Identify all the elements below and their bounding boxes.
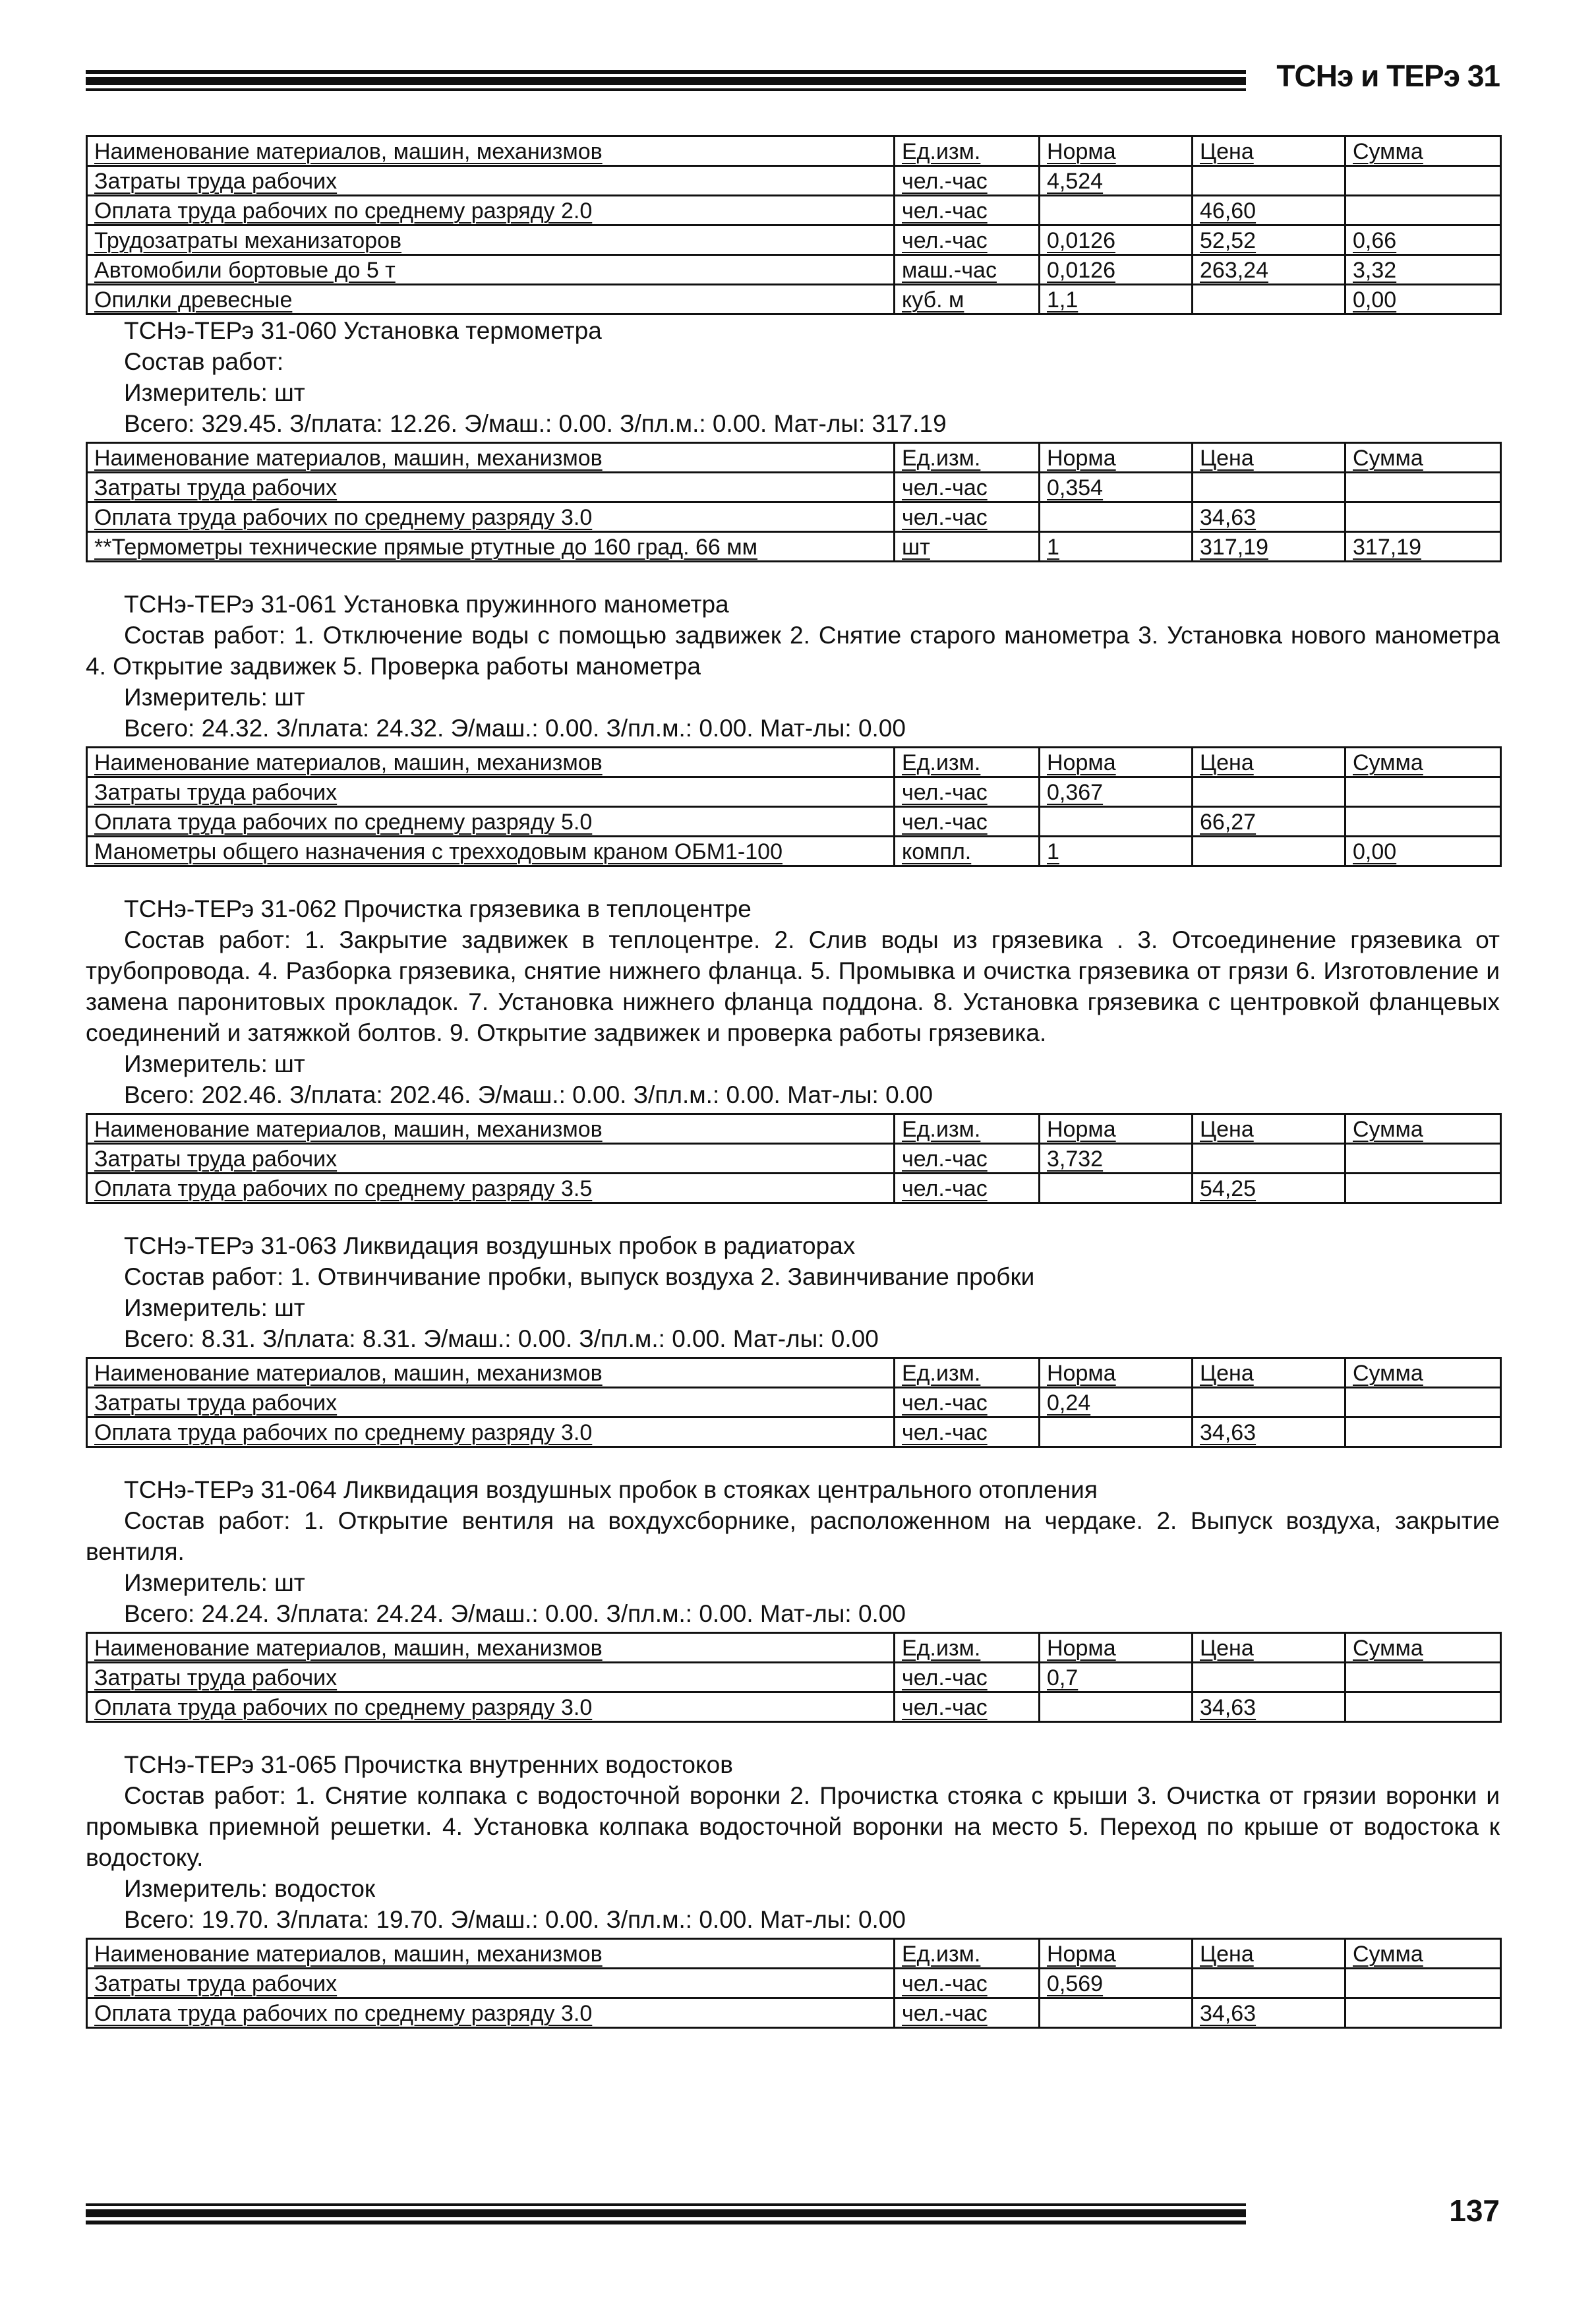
table-cell: чел.-час	[895, 1174, 1040, 1203]
table-cell	[1345, 777, 1501, 807]
table-row	[87, 473, 1501, 502]
table-cell	[1345, 1417, 1501, 1447]
table-cell: чел.-час	[895, 1998, 1040, 2028]
table-cell: 46,60	[1193, 196, 1345, 225]
table-cell: 0,0126	[1040, 225, 1193, 255]
table-cell: 1	[1040, 837, 1193, 866]
table-cell: 34,63	[1193, 502, 1345, 532]
table-cell: Оплата труда рабочих по среднему разряду 2.0	[87, 196, 895, 225]
table-cell: маш.-час	[895, 255, 1040, 285]
table-row	[87, 255, 1501, 285]
table-cell: 317,19	[1345, 532, 1501, 562]
rate-entry	[86, 893, 1500, 1204]
table-cell: чел.-час	[895, 1388, 1040, 1417]
column-header: Цена	[1193, 136, 1345, 166]
table-cell: Затраты труда рабочих	[87, 1144, 895, 1174]
table-cell: 317,19	[1193, 532, 1345, 562]
table-header-row	[87, 748, 1501, 777]
table-cell: 0,00	[1345, 837, 1501, 866]
column-header: Ед.изм.	[895, 1114, 1040, 1144]
table-row	[87, 1388, 1501, 1417]
table-cell: Опилки древесные	[87, 285, 895, 314]
table-row	[87, 502, 1501, 532]
column-header: Цена	[1193, 1114, 1345, 1144]
table-cell: 54,25	[1193, 1174, 1345, 1203]
table-cell: чел.-час	[895, 473, 1040, 502]
totals-line: Всего: 19.70. З/плата: 19.70. Э/маш.: 0.00. З/пл.м.: 0.00. Мат-лы: 0.00	[124, 1906, 906, 1933]
table-cell: 0,66	[1345, 225, 1501, 255]
entry-title: ТСНэ-ТЕРэ 31-065 Прочистка внутренних водостоков	[124, 1751, 733, 1778]
entry-title: ТСНэ-ТЕРэ 31-064 Ликвидация воздушных пробок в стояках центрального отопления	[124, 1476, 1098, 1503]
table-cell	[1040, 1174, 1193, 1203]
column-header: Цена	[1193, 748, 1345, 777]
table-cell: Затраты труда рабочих	[87, 1969, 895, 1998]
table-cell: Оплата труда рабочих по среднему разряду 3.0	[87, 1417, 895, 1447]
table-row	[87, 837, 1501, 866]
table-cell: Затраты труда рабочих	[87, 777, 895, 807]
table-cell: 0,367	[1040, 777, 1193, 807]
column-header: Норма	[1040, 1633, 1193, 1663]
table-cell: чел.-час	[895, 1969, 1040, 1998]
column-header: Ед.изм.	[895, 748, 1040, 777]
column-header: Сумма	[1345, 1633, 1501, 1663]
table-cell: шт	[895, 532, 1040, 562]
table-cell	[1040, 807, 1193, 837]
table-cell: 0,354	[1040, 473, 1193, 502]
table-row	[87, 166, 1501, 196]
rate-entry	[86, 589, 1500, 867]
work-composition: Состав работ: 1. Снятие колпака с водосточной воронки 2. Прочистка стояка с крыши 3. Очистка от грязии воронки и промывка приемной решетки. 4. Установка колпака водосточной воронки на место 5. Переход по крыше от водостока к водостоку.	[86, 1782, 1500, 1871]
measurement-unit: Измеритель: шт	[124, 1294, 305, 1321]
running-title: ТСНэ и ТЕРэ 31	[1276, 59, 1500, 93]
table-cell: чел.-час	[895, 1692, 1040, 1722]
table-cell	[1345, 1663, 1501, 1692]
table-cell	[1345, 1692, 1501, 1722]
table-row	[87, 1663, 1501, 1692]
table-cell	[1193, 1144, 1345, 1174]
table-cell	[1345, 502, 1501, 532]
table-header-row	[87, 443, 1501, 473]
table-cell	[1345, 1998, 1501, 2028]
column-header: Сумма	[1345, 1114, 1501, 1144]
column-header: Наименование материалов, машин, механизмов	[87, 748, 895, 777]
table-cell: чел.-час	[895, 777, 1040, 807]
table-header-row	[87, 1358, 1501, 1388]
table-cell	[1193, 473, 1345, 502]
table-cell: 34,63	[1193, 1417, 1345, 1447]
table-cell: 34,63	[1193, 1998, 1345, 2028]
table-row	[87, 807, 1501, 837]
table-cell	[1040, 1417, 1193, 1447]
column-header: Наименование материалов, машин, механизмов	[87, 1939, 895, 1969]
table-cell	[1345, 807, 1501, 837]
table-cell	[1193, 1388, 1345, 1417]
column-header: Сумма	[1345, 443, 1501, 473]
column-header: Цена	[1193, 443, 1345, 473]
resource-table	[86, 1357, 1502, 1448]
page-footer	[86, 2194, 1500, 2234]
footer-rule	[86, 2203, 1246, 2224]
resource-table	[86, 1938, 1502, 2029]
column-header: Наименование материалов, машин, механизмов	[87, 443, 895, 473]
page-header	[86, 58, 1500, 98]
table-cell: Оплата труда рабочих по среднему разряду 3.0	[87, 1692, 895, 1722]
table-cell: Автомобили бортовые до 5 т	[87, 255, 895, 285]
table-cell: 0,24	[1040, 1388, 1193, 1417]
totals-line: Всего: 24.24. З/плата: 24.24. Э/маш.: 0.00. З/пл.м.: 0.00. Мат-лы: 0.00	[124, 1600, 906, 1627]
header-rule	[86, 70, 1246, 91]
table-cell: куб. м	[895, 285, 1040, 314]
table-cell	[1345, 1969, 1501, 1998]
work-composition: Состав работ: 1. Закрытие задвижек в теплоцентре. 2. Слив воды из грязевика . 3. Отсоединение грязевика от трубопровода. 4. Разборка грязевика, снятие нижнего фланца. 5. Промывка и очистка грязевика от грязи 6. Изготовление и замена паронитовых прокладок. 7. Установка нижнего фланца поддона. 8. Установка грязевика с центровкой фланцевых соединений и затяжкой болтов. 9. Открытие задвижек и проверка работы грязевика.	[86, 926, 1500, 1046]
column-header: Цена	[1193, 1358, 1345, 1388]
entry-title: ТСНэ-ТЕРэ 31-062 Прочистка грязевика в теплоцентре	[124, 895, 752, 922]
table-cell: Затраты труда рабочих	[87, 166, 895, 196]
rate-entry	[86, 315, 1500, 562]
table-cell: Затраты труда рабочих	[87, 1388, 895, 1417]
table-cell: компл.	[895, 837, 1040, 866]
column-header: Ед.изм.	[895, 1358, 1040, 1388]
table-cell: Трудозатраты механизаторов	[87, 225, 895, 255]
work-composition: Состав работ: 1. Отвинчивание пробки, выпуск воздуха 2. Завинчивание пробки	[124, 1263, 1035, 1290]
table-cell	[1040, 196, 1193, 225]
table-cell: 3,732	[1040, 1144, 1193, 1174]
table-row	[87, 1144, 1501, 1174]
measurement-unit: Измеритель: шт	[124, 1569, 305, 1596]
table-cell	[1193, 166, 1345, 196]
table-row	[87, 777, 1501, 807]
table-cell: 3,32	[1345, 255, 1501, 285]
table-cell	[1193, 1969, 1345, 1998]
column-header: Ед.изм.	[895, 1633, 1040, 1663]
table-cell	[1345, 473, 1501, 502]
measurement-unit: Измеритель: шт	[124, 684, 305, 711]
column-header: Сумма	[1345, 1939, 1501, 1969]
table-cell	[1345, 166, 1501, 196]
table-cell: чел.-час	[895, 1144, 1040, 1174]
column-header: Ед.изм.	[895, 443, 1040, 473]
totals-line: Всего: 329.45. З/плата: 12.26. Э/маш.: 0.00. З/пл.м.: 0.00. Мат-лы: 317.19	[124, 410, 947, 437]
table-cell: чел.-час	[895, 1663, 1040, 1692]
resource-table	[86, 746, 1502, 867]
resource-table	[86, 135, 1502, 315]
table-cell: Затраты труда рабочих	[87, 473, 895, 502]
entry-title: ТСНэ-ТЕРэ 31-063 Ликвидация воздушных пробок в радиаторах	[124, 1232, 856, 1259]
table-cell: 66,27	[1193, 807, 1345, 837]
column-header: Цена	[1193, 1939, 1345, 1969]
work-composition: Состав работ:	[124, 348, 284, 375]
table-cell: **Термометры технические прямые ртутные до 160 град. 66 мм	[87, 532, 895, 562]
column-header: Наименование материалов, машин, механизмов	[87, 1114, 895, 1144]
table-cell: Оплата труда рабочих по среднему разряду 5.0	[87, 807, 895, 837]
table-cell: 263,24	[1193, 255, 1345, 285]
resource-table	[86, 1632, 1502, 1723]
column-header: Цена	[1193, 1633, 1345, 1663]
rate-entry	[86, 1749, 1500, 2029]
totals-line: Всего: 202.46. З/плата: 202.46. Э/маш.: 0.00. З/пл.м.: 0.00. Мат-лы: 0.00	[124, 1081, 933, 1108]
table-cell: чел.-час	[895, 1417, 1040, 1447]
table-cell	[1345, 196, 1501, 225]
table-cell	[1193, 837, 1345, 866]
column-header: Норма	[1040, 136, 1193, 166]
table-row	[87, 1174, 1501, 1203]
column-header: Наименование материалов, машин, механизмов	[87, 1358, 895, 1388]
column-header: Норма	[1040, 1114, 1193, 1144]
table-cell: 0,7	[1040, 1663, 1193, 1692]
table-cell	[1040, 502, 1193, 532]
table-cell: чел.-час	[895, 166, 1040, 196]
table-cell	[1193, 285, 1345, 314]
table-cell	[1040, 1998, 1193, 2028]
column-header: Норма	[1040, 443, 1193, 473]
table-cell: 1	[1040, 532, 1193, 562]
table-cell: чел.-час	[895, 196, 1040, 225]
measurement-unit: Измеритель: шт	[124, 379, 305, 406]
table-cell	[1193, 1663, 1345, 1692]
entry-title: ТСНэ-ТЕРэ 31-060 Установка термометра	[124, 317, 602, 344]
table-cell	[1345, 1388, 1501, 1417]
table-cell: Оплата труда рабочих по среднему разряду 3.5	[87, 1174, 895, 1203]
table-cell: 4,524	[1040, 166, 1193, 196]
entry-title: ТСНэ-ТЕРэ 31-061 Установка пружинного манометра	[124, 591, 729, 618]
table-cell	[1040, 1692, 1193, 1722]
table-header-row	[87, 1633, 1501, 1663]
table-cell: 34,63	[1193, 1692, 1345, 1722]
rate-entry	[86, 1474, 1500, 1723]
page-number: 137	[1449, 2193, 1500, 2228]
table-row	[87, 225, 1501, 255]
table-row	[87, 1692, 1501, 1722]
column-header: Норма	[1040, 1358, 1193, 1388]
column-header: Сумма	[1345, 1358, 1501, 1388]
totals-line: Всего: 24.32. З/плата: 24.32. Э/маш.: 0.00. З/пл.м.: 0.00. Мат-лы: 0.00	[124, 715, 906, 742]
column-header: Ед.изм.	[895, 136, 1040, 166]
table-header-row	[87, 1114, 1501, 1144]
table-cell: Затраты труда рабочих	[87, 1663, 895, 1692]
table-cell: чел.-час	[895, 502, 1040, 532]
table-cell: 52,52	[1193, 225, 1345, 255]
page-content	[86, 135, 1500, 2029]
table-row	[87, 532, 1501, 562]
column-header: Сумма	[1345, 748, 1501, 777]
measurement-unit: Измеритель: водосток	[124, 1875, 376, 1902]
column-header: Норма	[1040, 748, 1193, 777]
resource-table	[86, 442, 1502, 562]
column-header: Наименование материалов, машин, механизмов	[87, 136, 895, 166]
table-cell: 1,1	[1040, 285, 1193, 314]
table-row	[87, 1998, 1501, 2028]
table-cell: 0,00	[1345, 285, 1501, 314]
table-cell: чел.-час	[895, 225, 1040, 255]
totals-line: Всего: 8.31. З/плата: 8.31. Э/маш.: 0.00. З/пл.м.: 0.00. Мат-лы: 0.00	[124, 1325, 879, 1352]
table-cell	[1345, 1144, 1501, 1174]
first-table-block	[86, 135, 1500, 315]
column-header: Наименование материалов, машин, механизмов	[87, 1633, 895, 1663]
work-composition: Состав работ: 1. Отключение воды с помощью задвижек 2. Снятие старого манометра 3. Установка нового манометра 4. Открытие задвижек 5. Проверка работы манометра	[86, 622, 1500, 680]
work-composition: Состав работ: 1. Открытие вентиля на вохдухсборнике, расположенном на чердаке. 2. Выпуск воздуха, закрытие вентиля.	[86, 1507, 1500, 1565]
rate-entry	[86, 1230, 1500, 1448]
table-row	[87, 196, 1501, 225]
column-header: Ед.изм.	[895, 1939, 1040, 1969]
table-header-row	[87, 136, 1501, 166]
table-cell	[1193, 777, 1345, 807]
table-row	[87, 285, 1501, 314]
column-header: Норма	[1040, 1939, 1193, 1969]
table-cell: Оплата труда рабочих по среднему разряду 3.0	[87, 502, 895, 532]
table-row	[87, 1969, 1501, 1998]
table-cell: 0,569	[1040, 1969, 1193, 1998]
table-cell: Манометры общего назначения с трехходовым краном ОБМ1-100	[87, 837, 895, 866]
table-header-row	[87, 1939, 1501, 1969]
entries-list	[86, 315, 1500, 2029]
table-row	[87, 1417, 1501, 1447]
table-cell	[1345, 1174, 1501, 1203]
column-header: Сумма	[1345, 136, 1501, 166]
table-cell: чел.-час	[895, 807, 1040, 837]
resource-table	[86, 1113, 1502, 1204]
measurement-unit: Измеритель: шт	[124, 1050, 305, 1077]
table-cell: Оплата труда рабочих по среднему разряду 3.0	[87, 1998, 895, 2028]
table-cell: 0,0126	[1040, 255, 1193, 285]
